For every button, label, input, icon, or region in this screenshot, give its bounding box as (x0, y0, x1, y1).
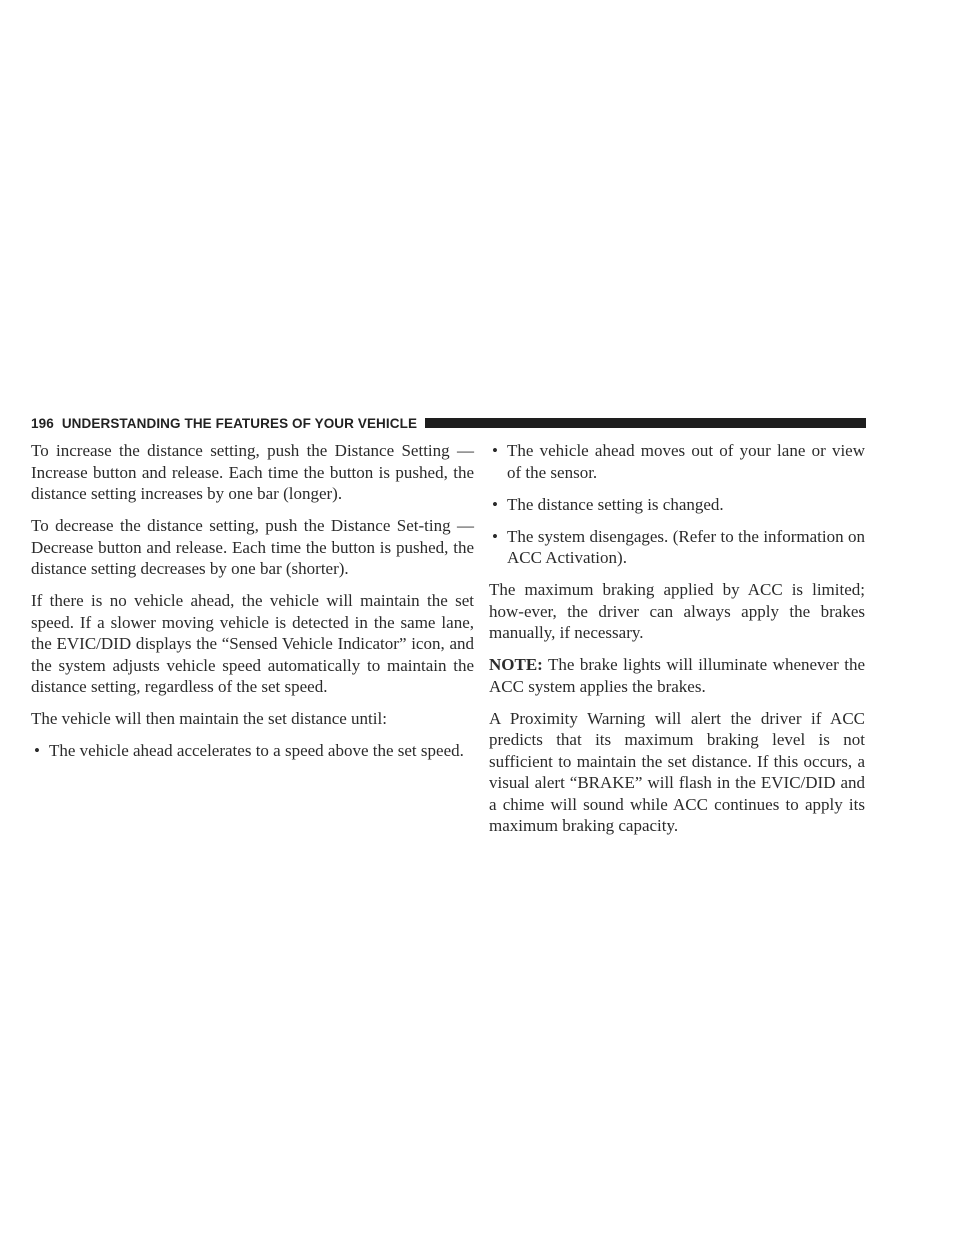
list-item-text: The vehicle ahead accelerates to a speed above the set speed. (49, 741, 464, 760)
list-item (489, 526, 865, 569)
bullet-icon: • (492, 441, 498, 460)
list-item (489, 440, 865, 483)
paragraph-increase-distance: To increase the distance setting, push the Distance Setting — Increase button and release. Each time the button is pushed, the distance setting increases by one bar (longer). (31, 441, 474, 503)
note-paragraph (489, 654, 865, 697)
paragraph-maintain-until: The vehicle will then maintain the set distance until: (31, 709, 387, 728)
list-item-text: The system disengages. (Refer to the information on ACC Activation). (507, 526, 865, 567)
page-number: 196 (31, 415, 54, 431)
bullet-icon: • (492, 526, 498, 546)
paragraph-proximity-warning: A Proximity Warning will alert the driver if ACC predicts that its maximum braking level is not sufficient to maintain the set distance. If this occurs, a visual alert “BRAKE” will flash in the EVIC/DID and a chime will sound while ACC continues to apply its maximum braking capacity. (489, 708, 865, 835)
paragraph-max-braking: The maximum braking applied by ACC is limited; how-ever, the driver can always apply the brakes manually, if necessary. (489, 580, 865, 642)
list-item (489, 494, 865, 516)
header-rule (425, 418, 866, 428)
paragraph-decrease-distance: To decrease the distance setting, push the Distance Set-ting — Decrease button and release. Each time the button is pushed, the distance setting decreases by one bar (shorter). (31, 516, 474, 578)
note-label: NOTE: (489, 655, 543, 674)
bullet-icon: • (34, 741, 40, 760)
right-bullet-list (489, 440, 865, 569)
section-title: UNDERSTANDING THE FEATURES OF YOUR VEHICLE (61, 415, 418, 431)
bullet-icon: • (492, 494, 498, 514)
list-item (31, 740, 474, 762)
page-header (31, 416, 866, 430)
list-item-text: The vehicle ahead moves out of your lane or view of the sensor. (507, 441, 865, 482)
list-item-text: The distance setting is changed. (507, 494, 724, 514)
right-column (489, 440, 865, 847)
left-bullet-list (31, 740, 474, 762)
paragraph-no-vehicle-ahead: If there is no vehicle ahead, the vehicle will maintain the set speed. If a slower moving vehicle is detected in the same lane, the EVIC/DID displays the “Sensed Vehicle Indicator” icon, and the system adjusts vehicle speed automatically to maintain the distance setting, regardless of the set speed. (31, 591, 474, 696)
note-text: The brake lights will illuminate whenever the ACC system applies the brakes. (489, 655, 865, 696)
left-column (31, 440, 474, 772)
